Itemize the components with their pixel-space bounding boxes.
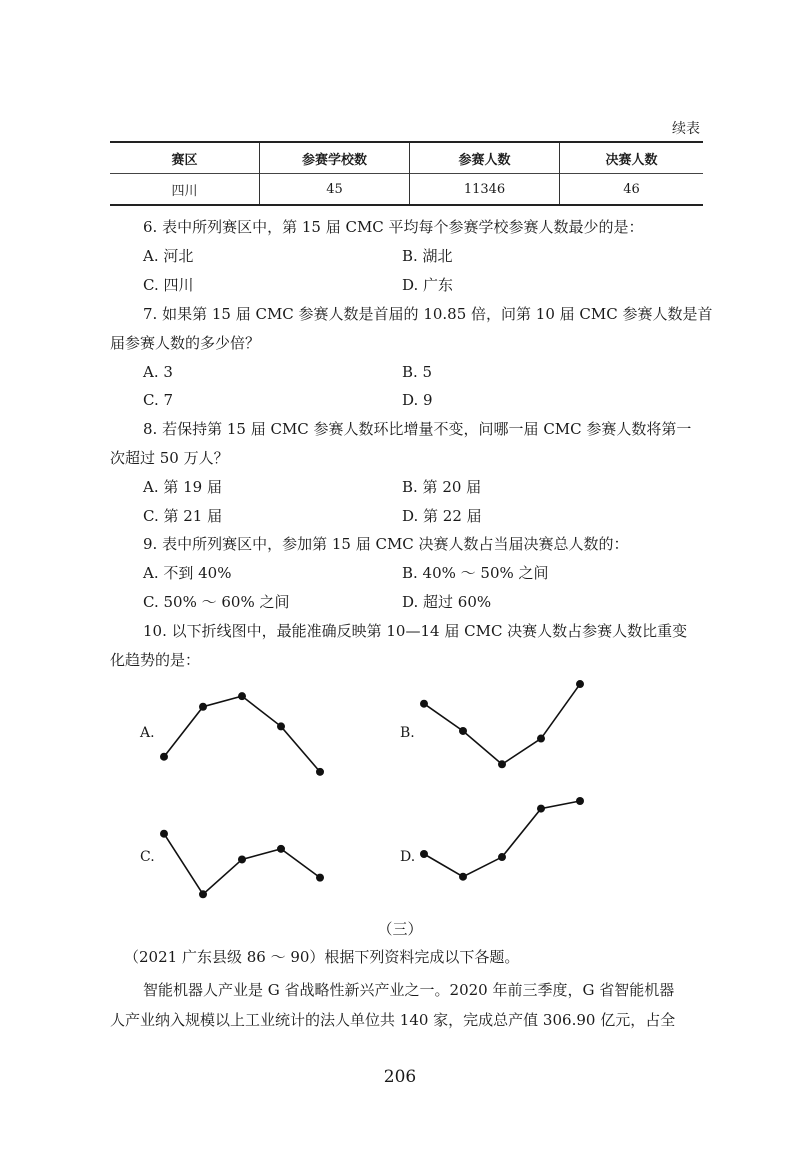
q7-option-d: D. 9 [402, 391, 433, 409]
q8-stem-line1: 8. 若保持第 15 届 CMC 参赛人数环比增量不变，问哪一届 CMC 参赛人数将第一 [143, 420, 692, 438]
data-point-3 [238, 692, 246, 700]
series-line [424, 801, 580, 877]
q9-stem: 9. 表中所列赛区中，参加第 15 届 CMC 决赛人数占当届决赛总人数的： [143, 535, 629, 553]
section-intro: （2021 广东县级 86 ～ 90）根据下列资料完成以下各题。 [124, 948, 520, 966]
q7-option-b: B. 5 [402, 363, 433, 381]
q9-option-b: B. 40% ～ 50% 之间 [402, 564, 549, 582]
q8-stem-line2: 次超过 50 万人？ [110, 449, 229, 467]
q7-option-c: C. 7 [143, 391, 174, 409]
continued-table [110, 141, 703, 206]
q7-option-a: A. 3 [143, 363, 173, 381]
passage-line2: 人产业纳入规模以上工业统计的法人单位共 140 家，完成总产值 306.90 亿元，占全 [110, 1011, 676, 1029]
q8-option-d: D. 第 22 届 [402, 507, 482, 525]
passage-line1: 智能机器人产业是 G 省战略性新兴产业之一。2020 年前三季度，G 省智能机器 [143, 981, 675, 999]
header-schools: 参赛学校数 [260, 142, 410, 174]
q8-option-c: C. 第 21 届 [143, 507, 223, 525]
data-point-4 [537, 805, 545, 813]
chart-b-svg [400, 675, 600, 800]
chart-option-b [400, 675, 600, 800]
data-point-5 [316, 768, 324, 776]
chart-option-d [400, 795, 600, 920]
chart-b-label: B. [400, 725, 415, 741]
data-point-1 [160, 753, 168, 761]
table-header-row [110, 142, 703, 174]
q6-option-a: A. 河北 [143, 247, 194, 265]
header-region: 赛区 [171, 152, 198, 168]
q9-option-a: A. 不到 40% [143, 564, 232, 582]
q9-option-c: C. 50% ～ 60% 之间 [143, 593, 290, 611]
series-line [164, 696, 320, 772]
q7-stem-line2: 届参赛人数的多少倍？ [110, 334, 261, 352]
q10-stem-line2: 化趋势的是： [110, 651, 201, 669]
data-point-4 [537, 735, 545, 743]
page-number: 206 [383, 1067, 417, 1087]
data-point-4 [277, 845, 285, 853]
chart-c-label: C. [140, 849, 155, 865]
q10-stem-line1: 10. 以下折线图中，最能准确反映第 10—14 届 CMC 决赛人数占参赛人数比重变 [143, 622, 688, 640]
data-point-1 [420, 850, 428, 858]
chart-a-svg [140, 675, 340, 800]
cell-finalists: 46 [560, 174, 704, 206]
data-point-2 [199, 703, 207, 711]
data-point-4 [277, 722, 285, 730]
data-point-2 [199, 890, 207, 898]
data-point-3 [498, 853, 506, 861]
chart-a-label: A. [140, 725, 155, 741]
header-finalists: 决赛人数 [560, 142, 704, 174]
cell-participants: 11346 [410, 174, 560, 206]
cell-region: 四川 [171, 183, 198, 199]
q6-option-d: D. 广东 [402, 276, 454, 294]
section-title: （三） [377, 920, 423, 938]
series-line [164, 834, 320, 895]
chart-c-svg [140, 805, 340, 930]
q9-option-d: D. 超过 60% [402, 593, 492, 611]
data-point-5 [576, 797, 584, 805]
table-caption: 续表 [672, 121, 700, 137]
data-point-3 [498, 760, 506, 768]
data-point-1 [160, 830, 168, 838]
chart-option-a [140, 675, 340, 800]
data-point-1 [420, 700, 428, 708]
q8-option-b: B. 第 20 届 [402, 478, 482, 496]
q6-stem: 6. 表中所列赛区中，第 15 届 CMC 平均每个参赛学校参赛人数最少的是： [143, 218, 644, 236]
q6-option-b: B. 湖北 [402, 247, 453, 265]
data-point-5 [316, 874, 324, 882]
data-point-3 [238, 855, 246, 863]
chart-option-c [140, 805, 340, 930]
series-line [424, 684, 580, 764]
chart-d-svg [400, 795, 600, 920]
cell-schools: 45 [260, 174, 410, 206]
chart-d-label: D. [400, 849, 416, 865]
q6-option-c: C. 四川 [143, 276, 194, 294]
data-point-2 [459, 727, 467, 735]
q8-option-a: A. 第 19 届 [143, 478, 222, 496]
data-point-5 [576, 680, 584, 688]
data-point-2 [459, 873, 467, 881]
q7-stem-line1: 7. 如果第 15 届 CMC 参赛人数是首届的 10.85 倍，问第 10 届 CMC 参赛人数是首 [143, 305, 713, 323]
table-row [110, 174, 703, 206]
header-participants: 参赛人数 [410, 142, 560, 174]
